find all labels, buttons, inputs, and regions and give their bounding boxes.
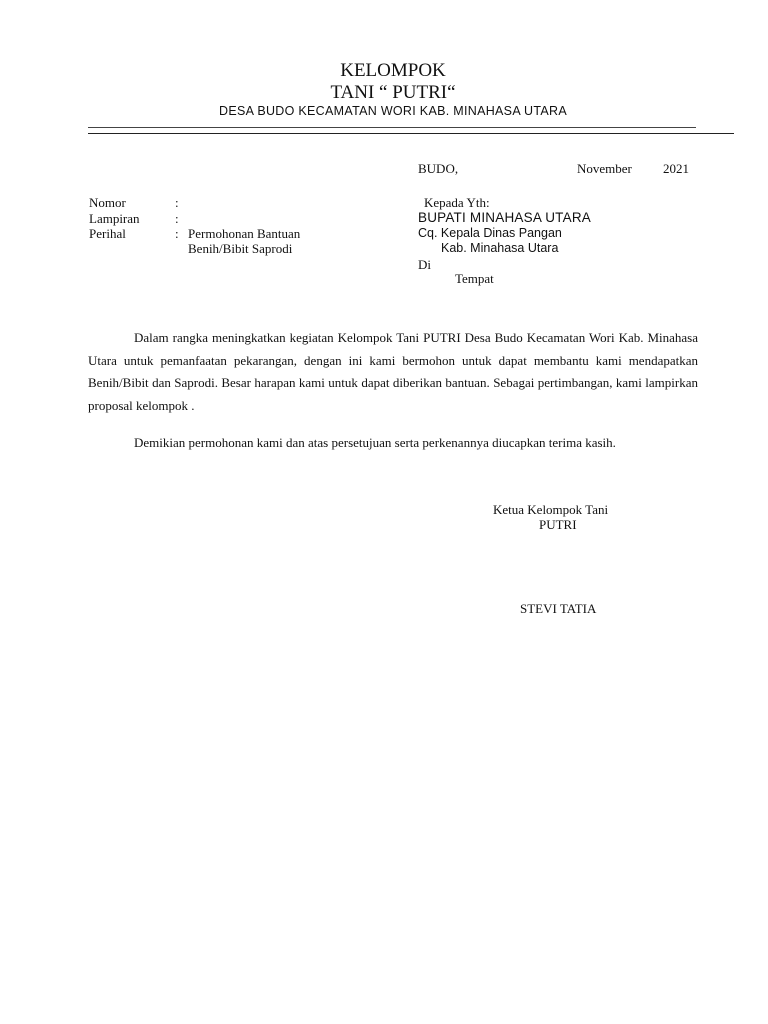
letterhead-title-line2: TANI “ PUTRI“	[330, 82, 456, 103]
recipient-tempat: Tempat	[455, 271, 494, 286]
signature-role-line1: Ketua Kelompok Tani	[493, 502, 609, 517]
date-place: BUDO,	[418, 161, 459, 176]
recipient-di: Di	[418, 257, 431, 272]
recipient-cq: Cq. Kepala Dinas Pangan	[418, 226, 562, 240]
lampiran-label: Lampiran	[89, 211, 140, 226]
perihal-label: Perihal	[89, 226, 126, 241]
recipient-greeting: Kepada Yth:	[424, 195, 490, 210]
perihal-value-line2: Benih/Bibit Saprodi	[188, 241, 293, 256]
recipient-name: BUPATI MINAHASA UTARA	[418, 210, 591, 225]
lampiran-colon: :	[175, 211, 179, 226]
signature-role-line2: PUTRI	[539, 517, 577, 532]
letterhead-title-line1: KELOMPOK	[340, 60, 446, 81]
recipient-region: Kab. Minahasa Utara	[441, 241, 559, 255]
date-year: 2021	[663, 161, 689, 176]
perihal-colon: :	[175, 226, 179, 241]
body-paragraph-2: Demikian permohonan kami dan atas persetujuan serta perkenannya diucapkan terima kasih.	[134, 435, 616, 450]
date-month: November	[577, 161, 632, 176]
nomor-label: Nomor	[89, 195, 126, 210]
signature-name: STEVI TATIA	[520, 601, 597, 616]
body-paragraph-1: Dalam rangka meningkatkan kegiatan Kelompok Tani PUTRI Desa Budo Kecamatan Wori Kab. Minahasa Utara untuk pemanfaatan pekarangan, dengan ini kami bermohon untuk dapat membantu kami mendapatkan Benih/Bibit dan Saprodi. Besar harapan kami untuk dapat diberikan bantuan. Sebagai pertimbangan, kami lampirkan proposal kelompok .	[88, 330, 698, 413]
letterhead-address: DESA BUDO KECAMATAN WORI KAB. MINAHASA UTARA	[219, 104, 567, 118]
header-divider-thin	[88, 127, 696, 128]
nomor-colon: :	[175, 195, 179, 210]
perihal-value-line1: Permohonan Bantuan	[188, 226, 301, 241]
header-divider-thick	[88, 133, 734, 134]
